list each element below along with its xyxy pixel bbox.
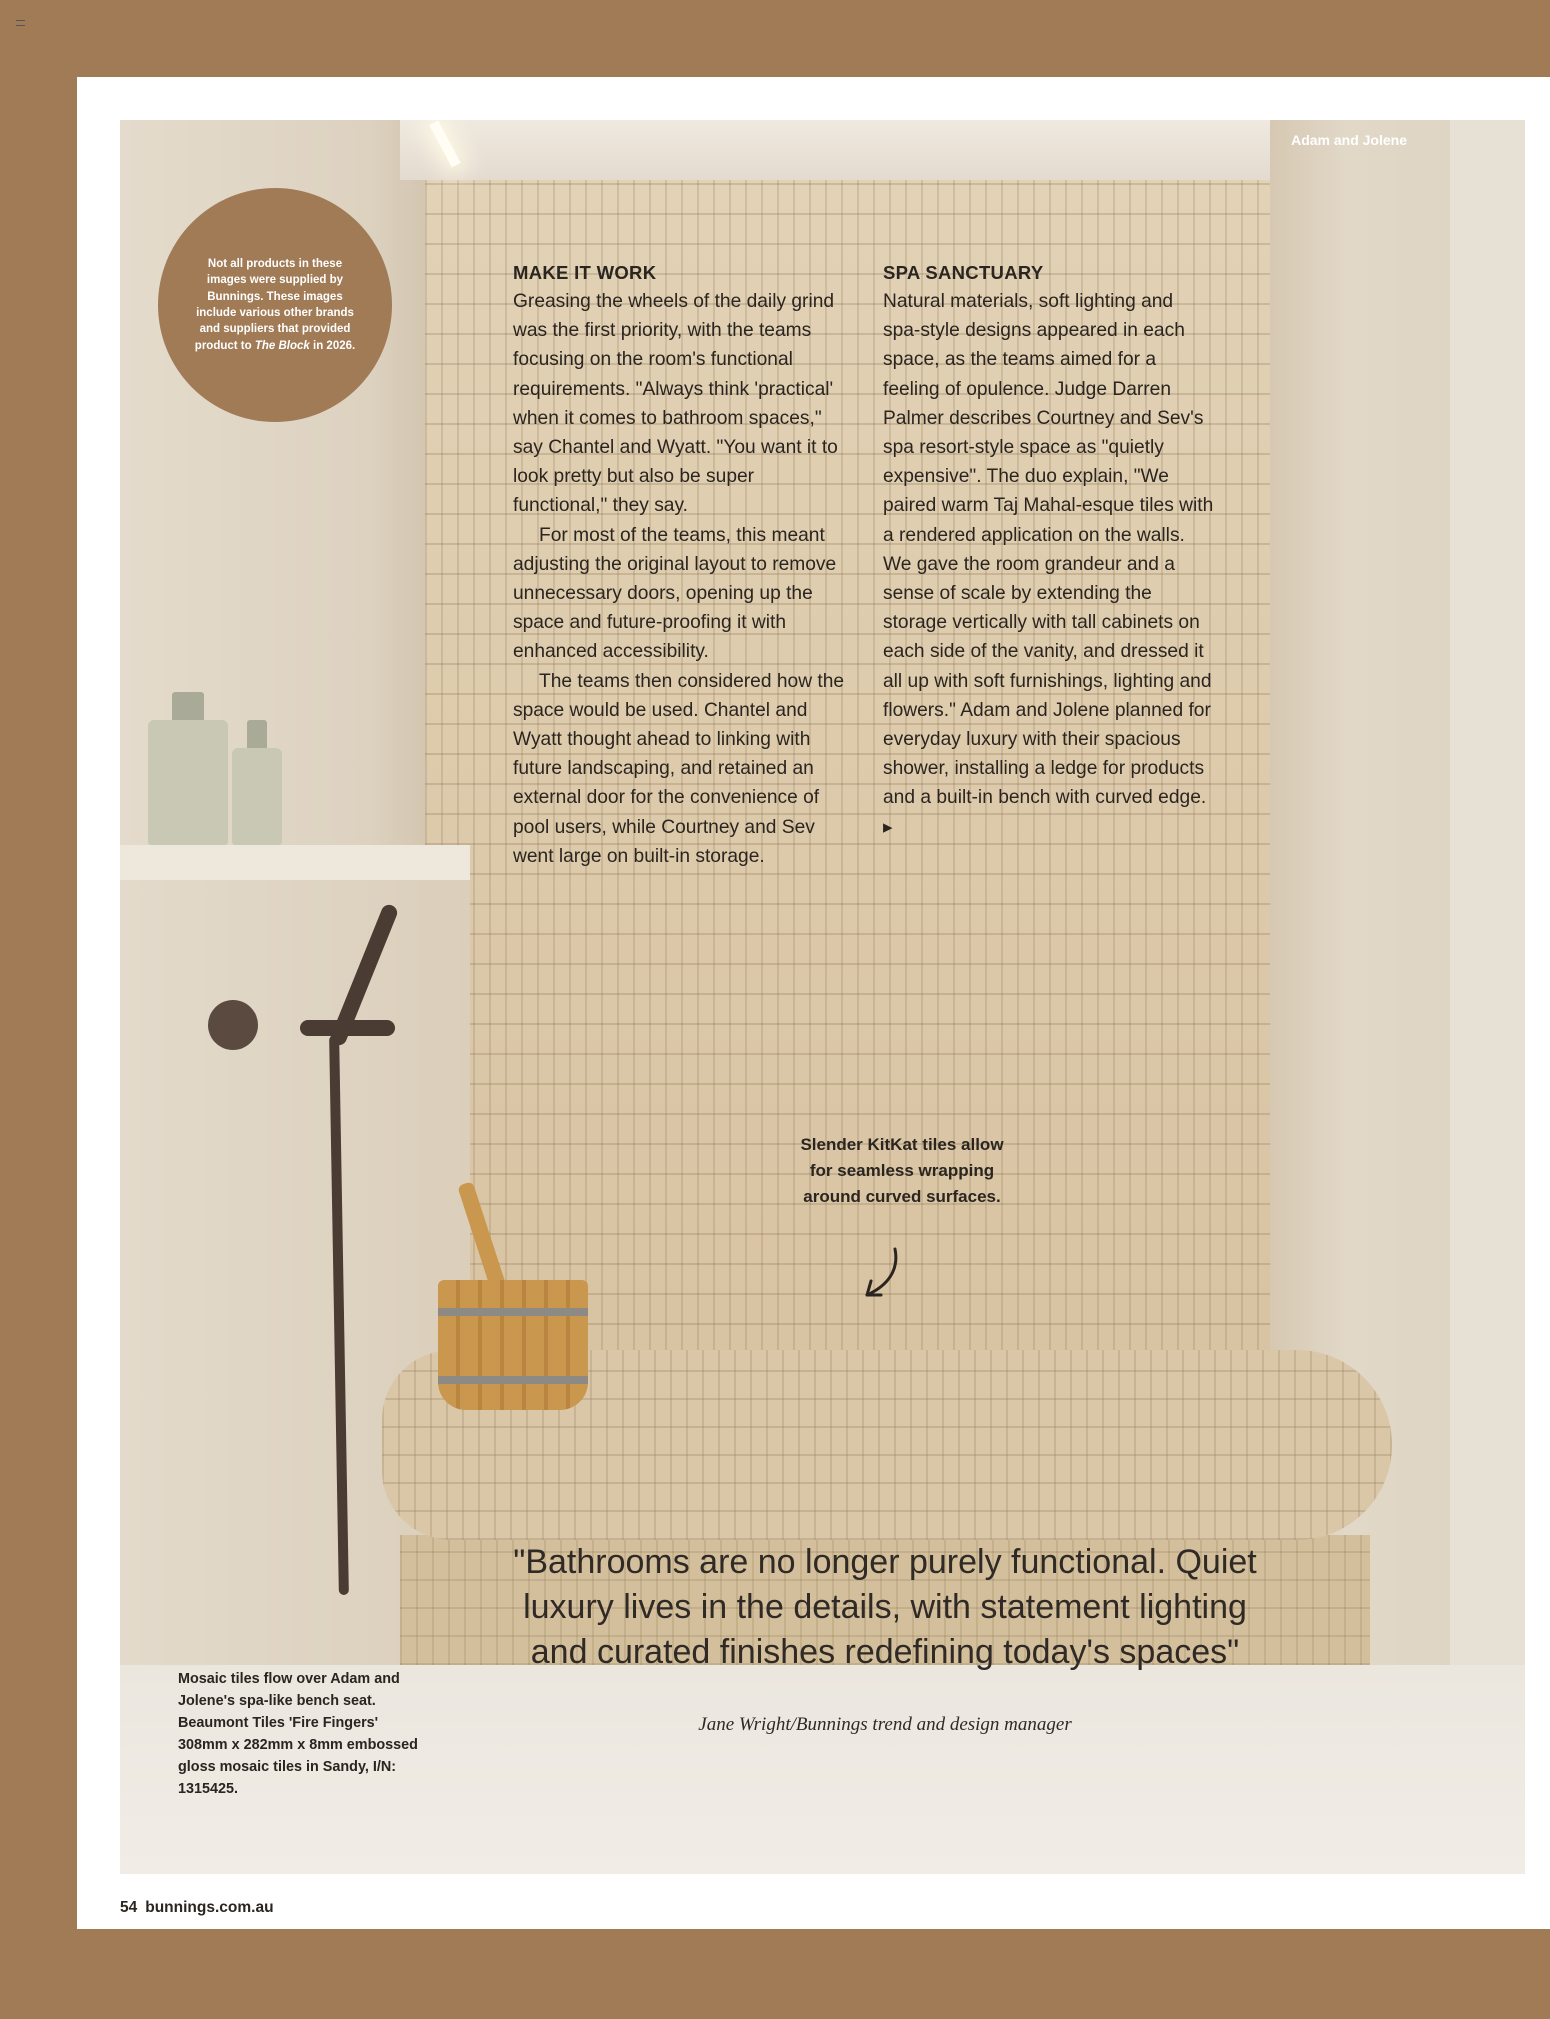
soap-bottle	[232, 748, 282, 845]
show-name: The Block	[254, 339, 310, 352]
magazine-page	[77, 77, 1550, 1929]
bucket-band	[438, 1376, 588, 1384]
article-column-make-it-work	[513, 258, 845, 871]
shower-valve	[208, 1000, 258, 1050]
curved-arrow-icon	[855, 1245, 915, 1305]
right-pillar	[1450, 120, 1525, 1874]
soap-bottle	[148, 720, 228, 845]
disclaimer-badge	[158, 188, 392, 422]
footer-site: bunnings.com.au	[145, 1899, 274, 1916]
sauna-bucket	[438, 1280, 588, 1410]
body-paragraph: Greasing the wheels of the daily grind was the first priority, with the teams focusing on the room's functional requirements. "Always think 'practical' when it comes to bathroom spaces," say Chantel and Wyatt. "You want it to look pretty but also be super functional," they say.	[513, 291, 838, 517]
product-ledge	[120, 845, 470, 880]
body-paragraph: Natural materials, soft lighting and spa-style designs appeared in each space, as the teams aimed for a feeling of opulence. Judge Darren Palmer describes Courtney and Sev's spa resort-style space as "quietly expensive". The duo explain, "We paired warm Taj Mahal-esque tiles with a rendered application on the walls. We gave the room grandeur and a sense of scale by extending the storage vertically with tall cabinets on each side of the vanity, and dressed it all up with soft furnishings, lighting and flowers." Adam and Jolene planned for everyday luxury with their spacious shower, installing a ledge for products and a built-in bench with curved edge. ▸	[883, 291, 1214, 838]
tile-caption: Slender KitKat tiles allow for seamless wrapping around curved surfaces.	[800, 1135, 1004, 1206]
product-caption: Mosaic tiles flow over Adam and Jolene's spa-like bench seat. Beaumont Tiles 'Fire Fingers' 308mm x 282mm x 8mm embossed gloss mosaic tiles in Sandy, I/N: 1315425.	[178, 1671, 418, 1797]
disclaimer-text-part: in 2026.	[309, 339, 356, 352]
corner-mark	[16, 20, 25, 26]
article-column-spa-sanctuary	[883, 258, 1215, 842]
body-paragraph: The teams then considered how the space would be used. Chantel and Wyatt thought ahead to linking with future landscaping, and retained an external door for the convenience of pool users, while Courtney and Sev went large on built-in storage.	[513, 670, 845, 867]
bucket-band	[438, 1308, 588, 1316]
ceiling	[400, 120, 1295, 180]
bathroom-photo	[120, 120, 1525, 1874]
disclaimer-text	[188, 256, 362, 354]
quote-attribution: Jane Wright/Bunnings trend and design manager	[698, 1714, 1072, 1735]
disclaimer-text-part: Not all products in these images were supplied by Bunnings. These images include various other brands and suppliers that provided product to	[194, 258, 354, 352]
body-paragraph: For most of the teams, this meant adjusting the original layout to remove unnecessary doors, opening up the space and future-proofing it with enhanced accessibility.	[513, 524, 837, 663]
page-number: 54	[120, 1899, 138, 1916]
column-heading: MAKE IT WORK	[513, 262, 657, 283]
column-heading: SPA SANCTUARY	[883, 262, 1044, 283]
photo-credit: Adam and Jolene	[1291, 132, 1407, 148]
pull-quote: "Bathrooms are no longer purely functional. Quiet luxury lives in the details, with statement lighting and curated finishes redefining today's spaces"	[513, 1543, 1257, 1671]
page-footer	[120, 1899, 274, 1917]
